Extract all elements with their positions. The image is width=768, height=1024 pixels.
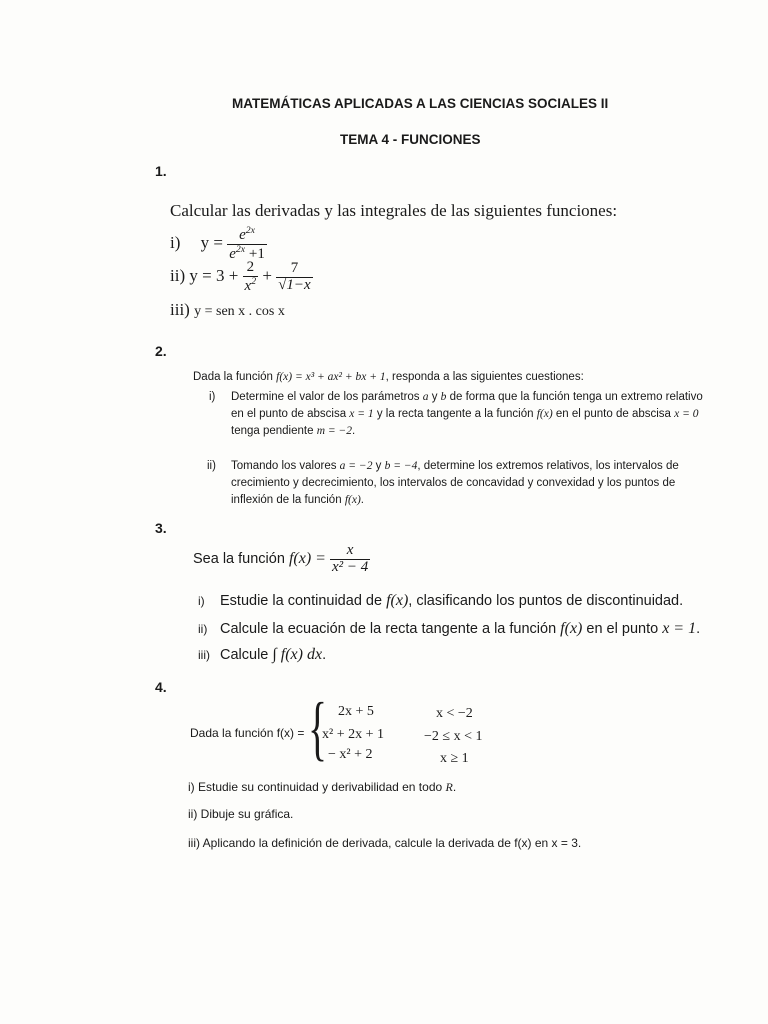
question-2-item-ii-text: Tomando los valores a = −2 y b = −4, determine los extremos relativos, los intervalos de crecimiento y decrecimiento, los intervalos de concavidad y convexidad y los puntos de inflexión de la función f(x).: [231, 460, 679, 506]
question-3-item-ii: ii) Calcule la ecuación de la recta tangente a la función f(x) en el punto x = 1.: [198, 620, 701, 637]
piecewise-brace: {: [308, 688, 328, 768]
topic-title: TEMA 4 - FUNCIONES: [340, 132, 481, 147]
question-3-item-i: i) Estudie la continuidad de f(x), clasificando los puntos de discontinuidad.: [198, 592, 684, 609]
course-title: MATEMÁTICAS APLICADAS A LAS CIENCIAS SOCIALES II: [232, 96, 609, 111]
question-1-item-iii: [170, 300, 285, 320]
question-2-intro: Dada la función f(x) = x³ + ax² + bx + 1, responda a las siguientes cuestiones:: [193, 371, 584, 383]
question-4-item-i: i) Estudie su continuidad y derivabilidad en todo R.: [188, 780, 457, 794]
item-ii-fraction-1: $\frac{2}{x^2}$: [244, 259, 257, 294]
piecewise-row-3-expr: − x² + 2: [328, 747, 373, 762]
piecewise-row-3-cond: x ≥ 1: [440, 751, 469, 766]
piecewise-row-1-cond: x < −2: [436, 706, 473, 721]
piecewise-row-2-expr: x² + 2x + 1: [322, 727, 384, 742]
question-1-item-ii: ii) y = 3 + $\frac{2}{x^2}$ + $\frac{7}{√1-x}$: [170, 259, 311, 294]
question-2-item-ii-label: ii): [207, 460, 216, 472]
question-1-intro: Calcular las derivadas y las integrales de las siguientes funciones:: [170, 201, 618, 220]
item-iii-expr: y = sen x . cos x: [194, 304, 285, 319]
item-ii-lhs: y = 3 +: [189, 266, 239, 286]
item-i-fraction: $\frac{e^{2x}}{e^{2x} +1}$: [229, 225, 265, 262]
question-2-item-i-text: Determine el valor de los parámetros a y b de forma que la función tenga un extremo relativo en el punto de abscisa x = 1 y la recta tangente a la función f(x) en el punto de abscisa x = 0 tenga pendiente m = −2.: [231, 391, 703, 437]
question-3-number: 3.: [155, 520, 167, 536]
question-4-intro: Dada la función f(x) =: [190, 726, 305, 740]
question-3-function: Sea la función f(x) = $\frac{x}{\text{x² − 4}}$: [193, 542, 369, 575]
question-2-item-i-label: i): [209, 391, 216, 403]
question-1-number: 1.: [155, 163, 167, 179]
piecewise-row-1-expr: 2x + 5: [338, 704, 374, 719]
item-ii-label: ii): [170, 266, 186, 286]
item-i-lhs: y =: [200, 233, 223, 253]
question-2-number: 2.: [155, 343, 167, 359]
question-1-item-i: [170, 226, 267, 263]
item-i-label: i): [170, 233, 181, 253]
item-ii-fraction-2: $\frac{7}{√1-x}$: [278, 260, 311, 293]
item-iii-label: iii): [170, 300, 190, 319]
question-4-number: 4.: [155, 679, 167, 695]
question-4-item-ii: ii) Dibuje su gráfica.: [188, 807, 294, 821]
question-3-item-iii: iii) Calcule ∫ f(x) dx.: [198, 646, 327, 663]
question-4-item-iii: iii) Aplicando la definición de derivada, calcule la derivada de f(x) en x = 3.: [188, 836, 582, 850]
piecewise-row-2-cond: −2 ≤ x < 1: [424, 729, 483, 744]
